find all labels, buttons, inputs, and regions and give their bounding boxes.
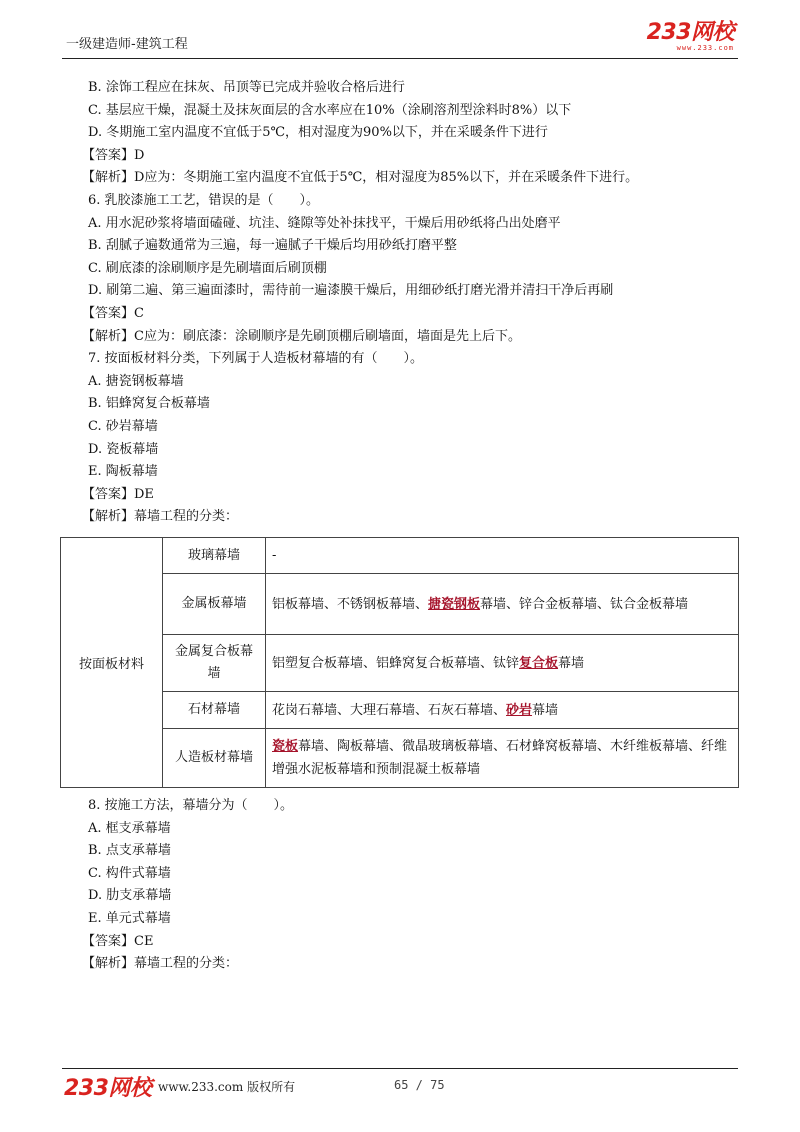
answer-line: 【答案】DE: [82, 486, 154, 502]
desc-cell: [266, 635, 739, 692]
option-line: D. 肋支承幕墙: [88, 888, 172, 904]
option-line: C. 构件式幕墙: [88, 865, 171, 881]
option-line: A. 用水泥砂浆将墙面磕碰、坑洼、缝隙等处补抹找平，干燥后用砂纸将凸出处磨平: [88, 215, 561, 231]
option-line: A. 框支承幕墙: [88, 820, 171, 836]
table-row: [61, 692, 739, 729]
highlight-text: 瓷板: [272, 739, 299, 754]
type-cell: 石材幕墙: [163, 692, 266, 729]
answer-line: 【答案】C: [82, 305, 144, 321]
highlight-text: 搪瓷钢板: [428, 596, 481, 612]
option-line: D. 瓷板幕墙: [88, 441, 159, 457]
option-line: C. 砂岩幕墙: [88, 418, 158, 434]
analysis-line: 【解析】幕墙工程的分类：: [82, 509, 239, 525]
highlight-text: 砂岩: [506, 702, 533, 718]
type-cell: 金属板幕墙: [163, 574, 266, 635]
logo-url: www.233.com: [676, 44, 734, 52]
analysis-line: 【解析】D应为：冬期施工室内温度不宜低于5℃，相对湿度为85%以下，并在采暖条件下进行。: [82, 170, 639, 186]
question-block-2: [82, 795, 728, 976]
type-cell: 玻璃幕墙: [163, 538, 266, 574]
answer-line: 【答案】D: [82, 147, 145, 163]
option-line: D. 冬期施工室内温度不宜低于5℃，相对湿度为90%以下，并在采暖条件下进行: [88, 125, 548, 141]
option-line: E. 陶板幕墙: [88, 464, 158, 480]
footer-copyright: www.233.com 版权所有: [158, 1080, 296, 1094]
curtain-wall-classification-table: [60, 537, 739, 788]
desc-cell: [266, 729, 739, 788]
analysis-line: 【解析】C应为：刷底漆：涂刷顺序是先刷顶棚后刷墙面，墙面是先上后下。: [82, 328, 521, 344]
question-block-1: [82, 77, 728, 529]
category-cell: 按面板材料: [61, 538, 163, 788]
logo-mark: 233网校: [646, 20, 734, 45]
desc-cell: [266, 538, 739, 574]
desc-text: 铝塑复合板幕墙、铝蜂窝复合板幕墙、钛锌: [272, 655, 520, 671]
brand-logo: [647, 22, 734, 52]
desc-text: 铝板幕墙、不锈钢板幕墙、: [272, 596, 429, 612]
desc-text: -: [272, 548, 277, 563]
type-cell: 人造板材幕墙: [163, 729, 266, 788]
option-line: D. 刷第二遍、第三遍面漆时，需待前一遍漆膜干燥后，用细砂纸打磨光滑并清扫干净后再刷: [88, 283, 614, 299]
option-line: A. 搪瓷钢板幕墙: [88, 373, 184, 389]
option-line: B. 刮腻子遍数通常为三遍，每一遍腻子干燥后均用砂纸打磨平整: [88, 238, 457, 254]
table-row: [61, 635, 739, 692]
option-line: E. 单元式幕墙: [88, 910, 171, 926]
table-row: [61, 729, 739, 788]
option-line: B. 点支承幕墙: [88, 843, 171, 859]
footer-logo: 233网校: [64, 1076, 152, 1101]
question-stem: 7. 按面板材料分类，下列属于人造板材幕墙的有（ ）。: [88, 351, 424, 367]
option-line: C. 刷底漆的涂刷顺序是先刷墙面后刷顶棚: [88, 260, 327, 276]
option-line: B. 涂饰工程应在抹灰、吊顶等已完成并验收合格后进行: [88, 80, 405, 95]
type-cell: 金属复合板幕墙: [163, 635, 266, 692]
answer-line: 【答案】CE: [82, 933, 154, 949]
page-number: 65 / 75: [394, 1078, 445, 1092]
desc-text: 花岗石幕墙、大理石幕墙、石灰石幕墙、: [272, 702, 507, 718]
option-line: B. 铝蜂窝复合板幕墙: [88, 396, 210, 412]
desc-text: 幕墙: [532, 702, 559, 718]
highlight-text: 复合板: [519, 655, 559, 671]
table-row: [61, 574, 739, 635]
option-line: C. 基层应干燥，混凝土及抹灰面层的含水率应在10%（涂刷溶剂型涂料时8%）以下: [88, 102, 572, 118]
question-stem: 6. 乳胶漆施工工艺，错误的是（ ）。: [88, 192, 320, 208]
desc-text: 幕墙、锌合金板幕墙、钛合金板幕墙: [480, 596, 689, 612]
header-title: 一级建造师-建筑工程: [66, 37, 188, 52]
analysis-line: 【解析】幕墙工程的分类：: [82, 956, 239, 972]
page-footer: [62, 1068, 738, 1099]
desc-cell: [266, 692, 739, 729]
desc-text: 幕墙: [558, 655, 585, 671]
desc-cell: [266, 574, 739, 635]
desc-text: 幕墙、陶板幕墙、微晶玻璃板幕墙、石材蜂窝板幕墙、木纤维板幕墙、纤维增强水泥板幕墙和预制混凝土板幕墙: [272, 739, 728, 777]
table-row: [61, 538, 739, 574]
question-stem: 8. 按施工方法，幕墙分为（ ）。: [88, 798, 294, 813]
page-header: [62, 20, 738, 59]
